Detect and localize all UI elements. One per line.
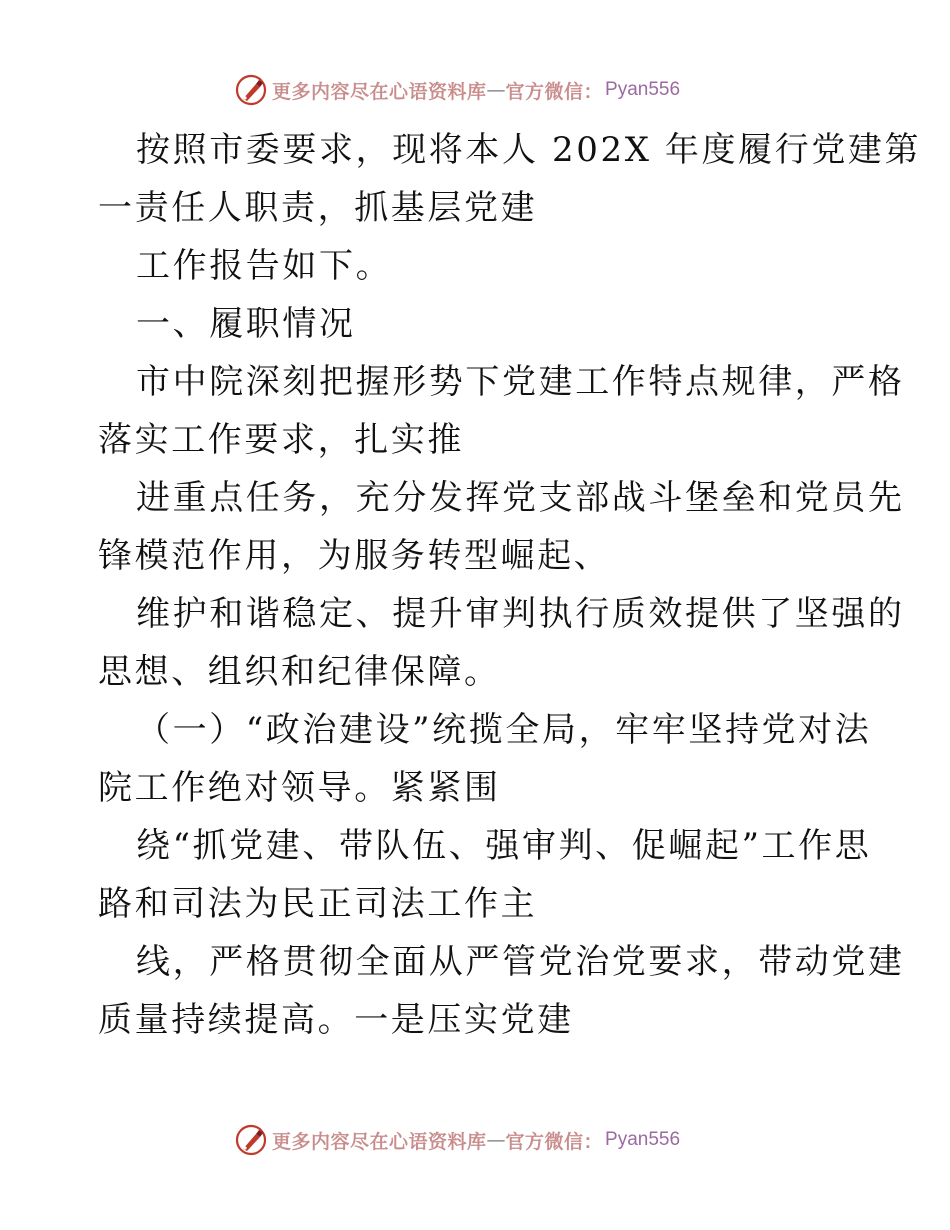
document-line: 锋模范作用，为服务转型崛起、 xyxy=(98,536,611,576)
watermark-label: 官方微信： xyxy=(505,1130,604,1153)
document-line: 绕“抓党建、带队伍、强审判、促崛起”工作思 xyxy=(136,826,872,866)
footer-watermark xyxy=(234,1122,680,1158)
document-line: 线，严格贯彻全面从严管党治党要求，带动党建 xyxy=(136,942,905,982)
document-line: 路和司法为民正司法工作主 xyxy=(98,884,538,924)
watermark-separator: — xyxy=(486,79,506,101)
watermark-separator: — xyxy=(486,1129,506,1151)
watermark-wechat-id: Pyan556 xyxy=(605,79,681,100)
watermark-label: 官方微信： xyxy=(505,80,604,103)
document-line: 按照市委要求，现将本人 202X 年度履行党建第 xyxy=(136,130,922,170)
document-line: 落实工作要求，扎实推 xyxy=(98,420,464,460)
document-line: 院工作绝对领导。紧紧围 xyxy=(98,768,501,808)
document-line: 进重点任务，充分发挥党支部战斗堡垒和党员先 xyxy=(136,478,905,518)
pen-logo-icon xyxy=(234,73,268,107)
header-watermark xyxy=(234,72,680,108)
document-line: 维护和谐稳定、提升审判执行质效提供了坚强的 xyxy=(136,594,905,634)
document-line: 思想、组织和纪律保障。 xyxy=(98,652,501,692)
document-line: 一、履职情况 xyxy=(136,304,356,344)
document-line: 质量持续提高。一是压实党建 xyxy=(98,1000,574,1040)
watermark-main-text: 更多内容尽在心语资料库 xyxy=(272,1130,487,1153)
watermark-wechat-id: Pyan556 xyxy=(605,1129,681,1150)
pen-logo-icon xyxy=(234,1123,268,1157)
document-line: （一）“政治建设”统揽全局，牢牢坚持党对法 xyxy=(136,710,872,750)
document-line: 工作报告如下。 xyxy=(136,246,393,286)
document-line: 一责任人职责，抓基层党建 xyxy=(98,188,538,228)
document-line: 市中院深刻把握形势下党建工作特点规律，严格 xyxy=(136,362,905,402)
document-body xyxy=(98,121,922,1049)
watermark-main-text: 更多内容尽在心语资料库 xyxy=(272,80,487,103)
